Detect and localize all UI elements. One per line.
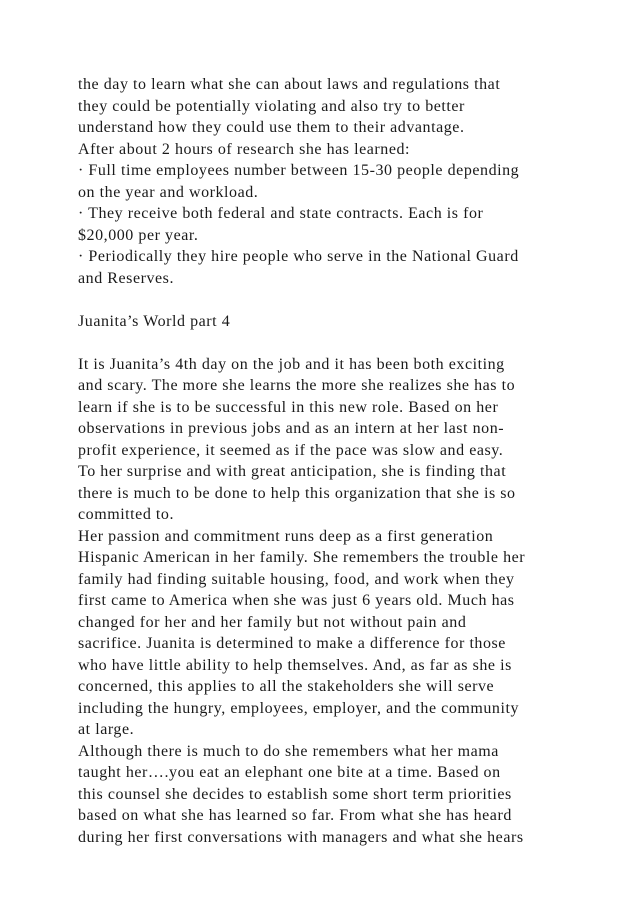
text-line: understand how they could use them to their advantage. [78,119,465,136]
text-line: at large. [78,721,135,738]
text-line: and Reserves. [78,269,175,287]
blank-line [78,289,568,311]
text-line: sacrifice. Juanita is determined to make a difference for those [78,635,506,652]
bullet-line: · They receive both federal and state contracts. Each is for [78,205,484,222]
text-line: and scary. The more she learns the more she realizes she has to [78,377,516,394]
text-line: changed for her and her family but not without pain and [78,613,467,631]
text-line: family had finding suitable housing, food, and work when they [78,570,515,588]
text-line: It is Juanita’s 4th day on the job and it has been both exciting [78,355,505,373]
text-line: this counsel she decides to establish some short term priorities [78,785,512,803]
text-line: on the year and workload. [78,183,259,201]
section-heading: Juanita’s World part 4 [78,312,231,330]
text-line: based on what she has learned so far. From what she has heard [78,807,512,824]
text-line: during her first conversations with managers and what she hears [78,828,524,846]
text-line: they could be potentially violating and also try to better [78,97,465,115]
blank-line [78,332,568,354]
document-body [78,74,568,848]
text-line: including the hungry, employees, employer, and the community [78,699,520,717]
text-line: taught her….you eat an elephant one bite at a time. Based on [78,764,501,781]
bullet-line: · Periodically they hire people who serve in the National Guard [78,248,519,265]
text-line: there is much to be done to help this organization that she is so [78,484,516,502]
text-line: observations in previous jobs and as an intern at her last non- [78,420,505,437]
text-line: profit experience, it seemed as if the pace was slow and easy. [78,441,504,459]
text-line: Hispanic American in her family. She remembers the trouble her [78,549,526,566]
text-line: After about 2 hours of research she has learned: [78,140,411,158]
text-line: first came to America when she was just 6 years old. Much has [78,592,515,609]
text-line: committed to. [78,506,175,523]
text-line: Although there is much to do she remembers what her mama [78,742,499,760]
text-line: learn if she is to be successful in this new role. Based on her [78,398,499,416]
text-line: $20,000 per year. [78,226,199,244]
text-line: the day to learn what she can about laws and regulations that [78,76,501,93]
text-line: To her surprise and with great anticipation, she is finding that [78,463,507,480]
text-line: concerned, this applies to all the stakeholders she will serve [78,678,495,695]
text-line: Her passion and commitment runs deep as a first generation [78,527,494,545]
bullet-line: · Full time employees number between 15-30 people depending [78,162,520,179]
text-line: who have little ability to help themselves. And, as far as she is [78,656,512,674]
